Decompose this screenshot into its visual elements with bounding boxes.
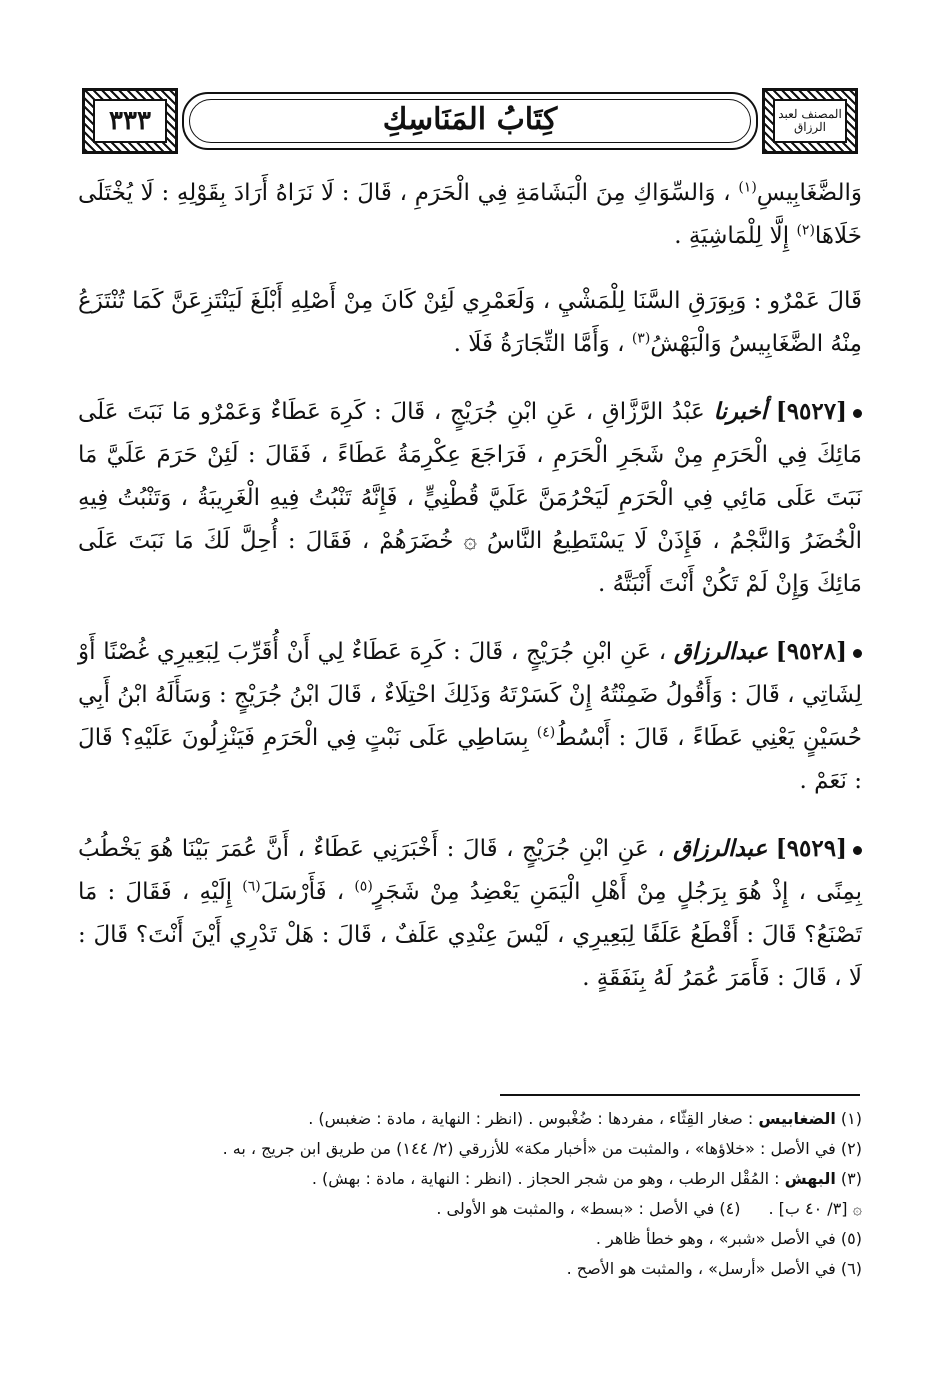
- page-header: [82, 88, 858, 154]
- main-text: [78, 172, 862, 1000]
- hadith-number: [٩٥٢٩]: [775, 835, 847, 862]
- folio-marker: ۞ [٣/ ٤٠ ب] .: [768, 1199, 862, 1218]
- narrator-formula: عبدالرزاق: [673, 835, 768, 862]
- page-number: ٣٣٣: [109, 106, 151, 136]
- footnotes: [78, 1104, 862, 1284]
- bullet-icon: [853, 846, 862, 855]
- hadith-number: [٩٥٢٨]: [775, 638, 847, 665]
- footnote-ref: (٦): [242, 878, 261, 895]
- publisher-seal: المصنف لعبد الرزاق: [778, 107, 842, 134]
- footnote-1: (١) الضغابيس : صغار القِثّاء ، مفردها : ضُغْبوس . (انظر : النهاية ، مادة : ضغبس) .: [308, 1109, 862, 1128]
- footnote-row: [78, 1194, 862, 1224]
- footnote-ref: (٥): [354, 878, 373, 895]
- footnote-2: (٢) في الأصل : «خلاؤها» ، والمثبت من «أخبار مكة» للأزرقي (٢/ ١٤٤) من طريق ابن جريج ، به .: [222, 1139, 862, 1158]
- footnote-3: (٣) البهش : المُقْل الرطب ، وهو من شجر الحجاز . (انظر : النهاية ، مادة : بهش) .: [311, 1169, 862, 1188]
- hadith-9529: [٩٥٢٩] عبدالرزاق ، عَنِ ابْنِ جُرَيْجٍ ، قَالَ : أَخْبَرَنِي عَطَاءٌ ، أَنَّ عُمَرَ بَيْنَا هُوَ يَخْطُبُ بِمِنًى ، إِذْ هُوَ بِرَجُلٍ مِنْ أَهْلِ الْيَمَنِ يَعْضِدُ مِنْ شَجَرٍ$^{(٥)}$ ، فَأَرْسَلَ$^{(٦)}$ إِلَيْهِ ، فَقَالَ : مَا تَصْنَعُ؟ قَالَ : أَقْطَعُ عَلَفًا لِبَعِيرِي ، لَيْسَ عِنْدِي عَلَفٌ ، قَالَ : هَلْ تَدْرِي أَيْنَ أَنْتَ؟ قَالَ : لَا ، قَالَ : فَأَمَرَ عُمَرُ لَهُ بِنَفَقَةٍ .: [78, 835, 862, 991]
- narrator-formula: عبدالرزاق: [673, 638, 769, 665]
- footnote-ref: (١): [738, 179, 757, 196]
- footnote-4: (٤) في الأصل : «بسط» ، والمثبت هو الأولى .: [436, 1199, 741, 1218]
- page-number-ornament: [82, 88, 178, 154]
- hadith-number: [٩٥٢٧]: [775, 398, 848, 425]
- footnote-6: (٦) في الأصل «أرسل» ، والمثبت هو الأصح .: [566, 1259, 862, 1278]
- paragraph: وَالضَّغَابِيسِ$^{(١)}$ ، وَالسِّوَاكِ مِنَ الْبَشَامَةِ فِي الْحَرَمِ ، قَالَ : لَا نَرَاهُ أَرَادَ بِقَوْلِهِ : لَا يُخْتَلَى خَلَاهَا$^{(٢)}$ إِلَّا لِلْمَاشِيَةِ .: [78, 179, 862, 249]
- footnote-ref: (٢): [796, 222, 815, 239]
- paragraph: قَالَ عَمْرٌو : وَبِوَرَقِ السَّنَا لِلْمَشْيِ ، وَلَعَمْرِي لَئِنْ كَانَ مِنْ أَصْلِهِ أَبْلَغَ لَيَنْتَزِعَنَّ كَمَا تُنْتَزَعُ مِنْهُ الضَّغَابِيسُ وَالْبَهْشُ$^{(٣)}$ ، وَأَمَّا التِّجَارَةُ فَلَا .: [78, 288, 862, 357]
- narrator-formula: أخبرنا: [713, 398, 768, 425]
- hadith-9528: [٩٥٢٨] عبدالرزاق ، عَنِ ابْنِ جُرَيْجٍ ، قَالَ : كَرِهَ عَطَاءٌ لِي أَنْ أُقَرِّبَ لِبَعِيرِي غُصْنًا أَوْ لِشَاتِي ، قَالَ : وَأَقُولُ ضَمِنْتُهُ إِنْ كَسَرْتَهُ وَذَلِكَ احْتِلَاءٌ ، قَالَ ابْنُ جُرَيْجٍ : وَسَأَلَهُ ابْنُ أَبِي حُسَيْنٍ يَعْنِي عَطَاءً ، قَالَ : أَبْسُطُ$^{(٤)}$ بِسَاطِي عَلَى نَبْتٍ فِي الْحَرَمِ فَيَنْزِلُونَ عَلَيْهِ؟ قَالَ : نَعَمْ .: [78, 638, 862, 794]
- footnote-5: (٥) في الأصل «شبر» ، وهو خطأ ظاهر .: [595, 1229, 862, 1248]
- footnote-ref: (٣): [631, 330, 651, 347]
- bullet-icon: [853, 409, 862, 418]
- bullet-icon: [853, 649, 862, 658]
- footnote-divider: [500, 1094, 860, 1096]
- page-title: كِتَابُ المَنَاسِكِ: [382, 102, 558, 137]
- title-cartouche: [182, 92, 758, 150]
- footnote-ref: (٤): [536, 724, 556, 741]
- publisher-seal-ornament: [762, 88, 858, 154]
- hadith-9527: [٩٥٢٧] أخبرنا عَبْدُ الرَّزَّاقِ ، عَنِ ابْنِ جُرَيْجٍ ، قَالَ : كَرِهَ عَطَاءٌ وَعَمْرٌو مَا نَبَتَ عَلَى مَائِكَ فِي الْحَرَمِ مِنْ شَجَرِ الْحَرَمِ ، فَرَاجَعَ عِكْرِمَةُ عَطَاءً ، فَقَالَ : لَئِنْ حَرَمَ عَلَيَّ مَا نَبَتَ عَلَى مَائِي فِي الْحَرَمِ لَيَحْرُمَنَّ عَلَيَّ قُطْنِيٍّ ، فَإِنَّهُ تَنْبُتُ فِيهِ الْغَرِيبَةُ ، وَتَنْبُتُ فِيهِ الْخُضَرُ وَالنَّجْمُ ، فَإِذَنْ لَا يَسْتَطِيعُ النَّاسُ ۞ خُضَرَهُمْ ، فَقَالَ : أُحِلَّ لَكَ مَا نَبَتَ عَلَى مَائِكَ وَإِنْ لَمْ تَكُنْ أَنْتَ أَنْبَتَّهُ .: [78, 398, 862, 597]
